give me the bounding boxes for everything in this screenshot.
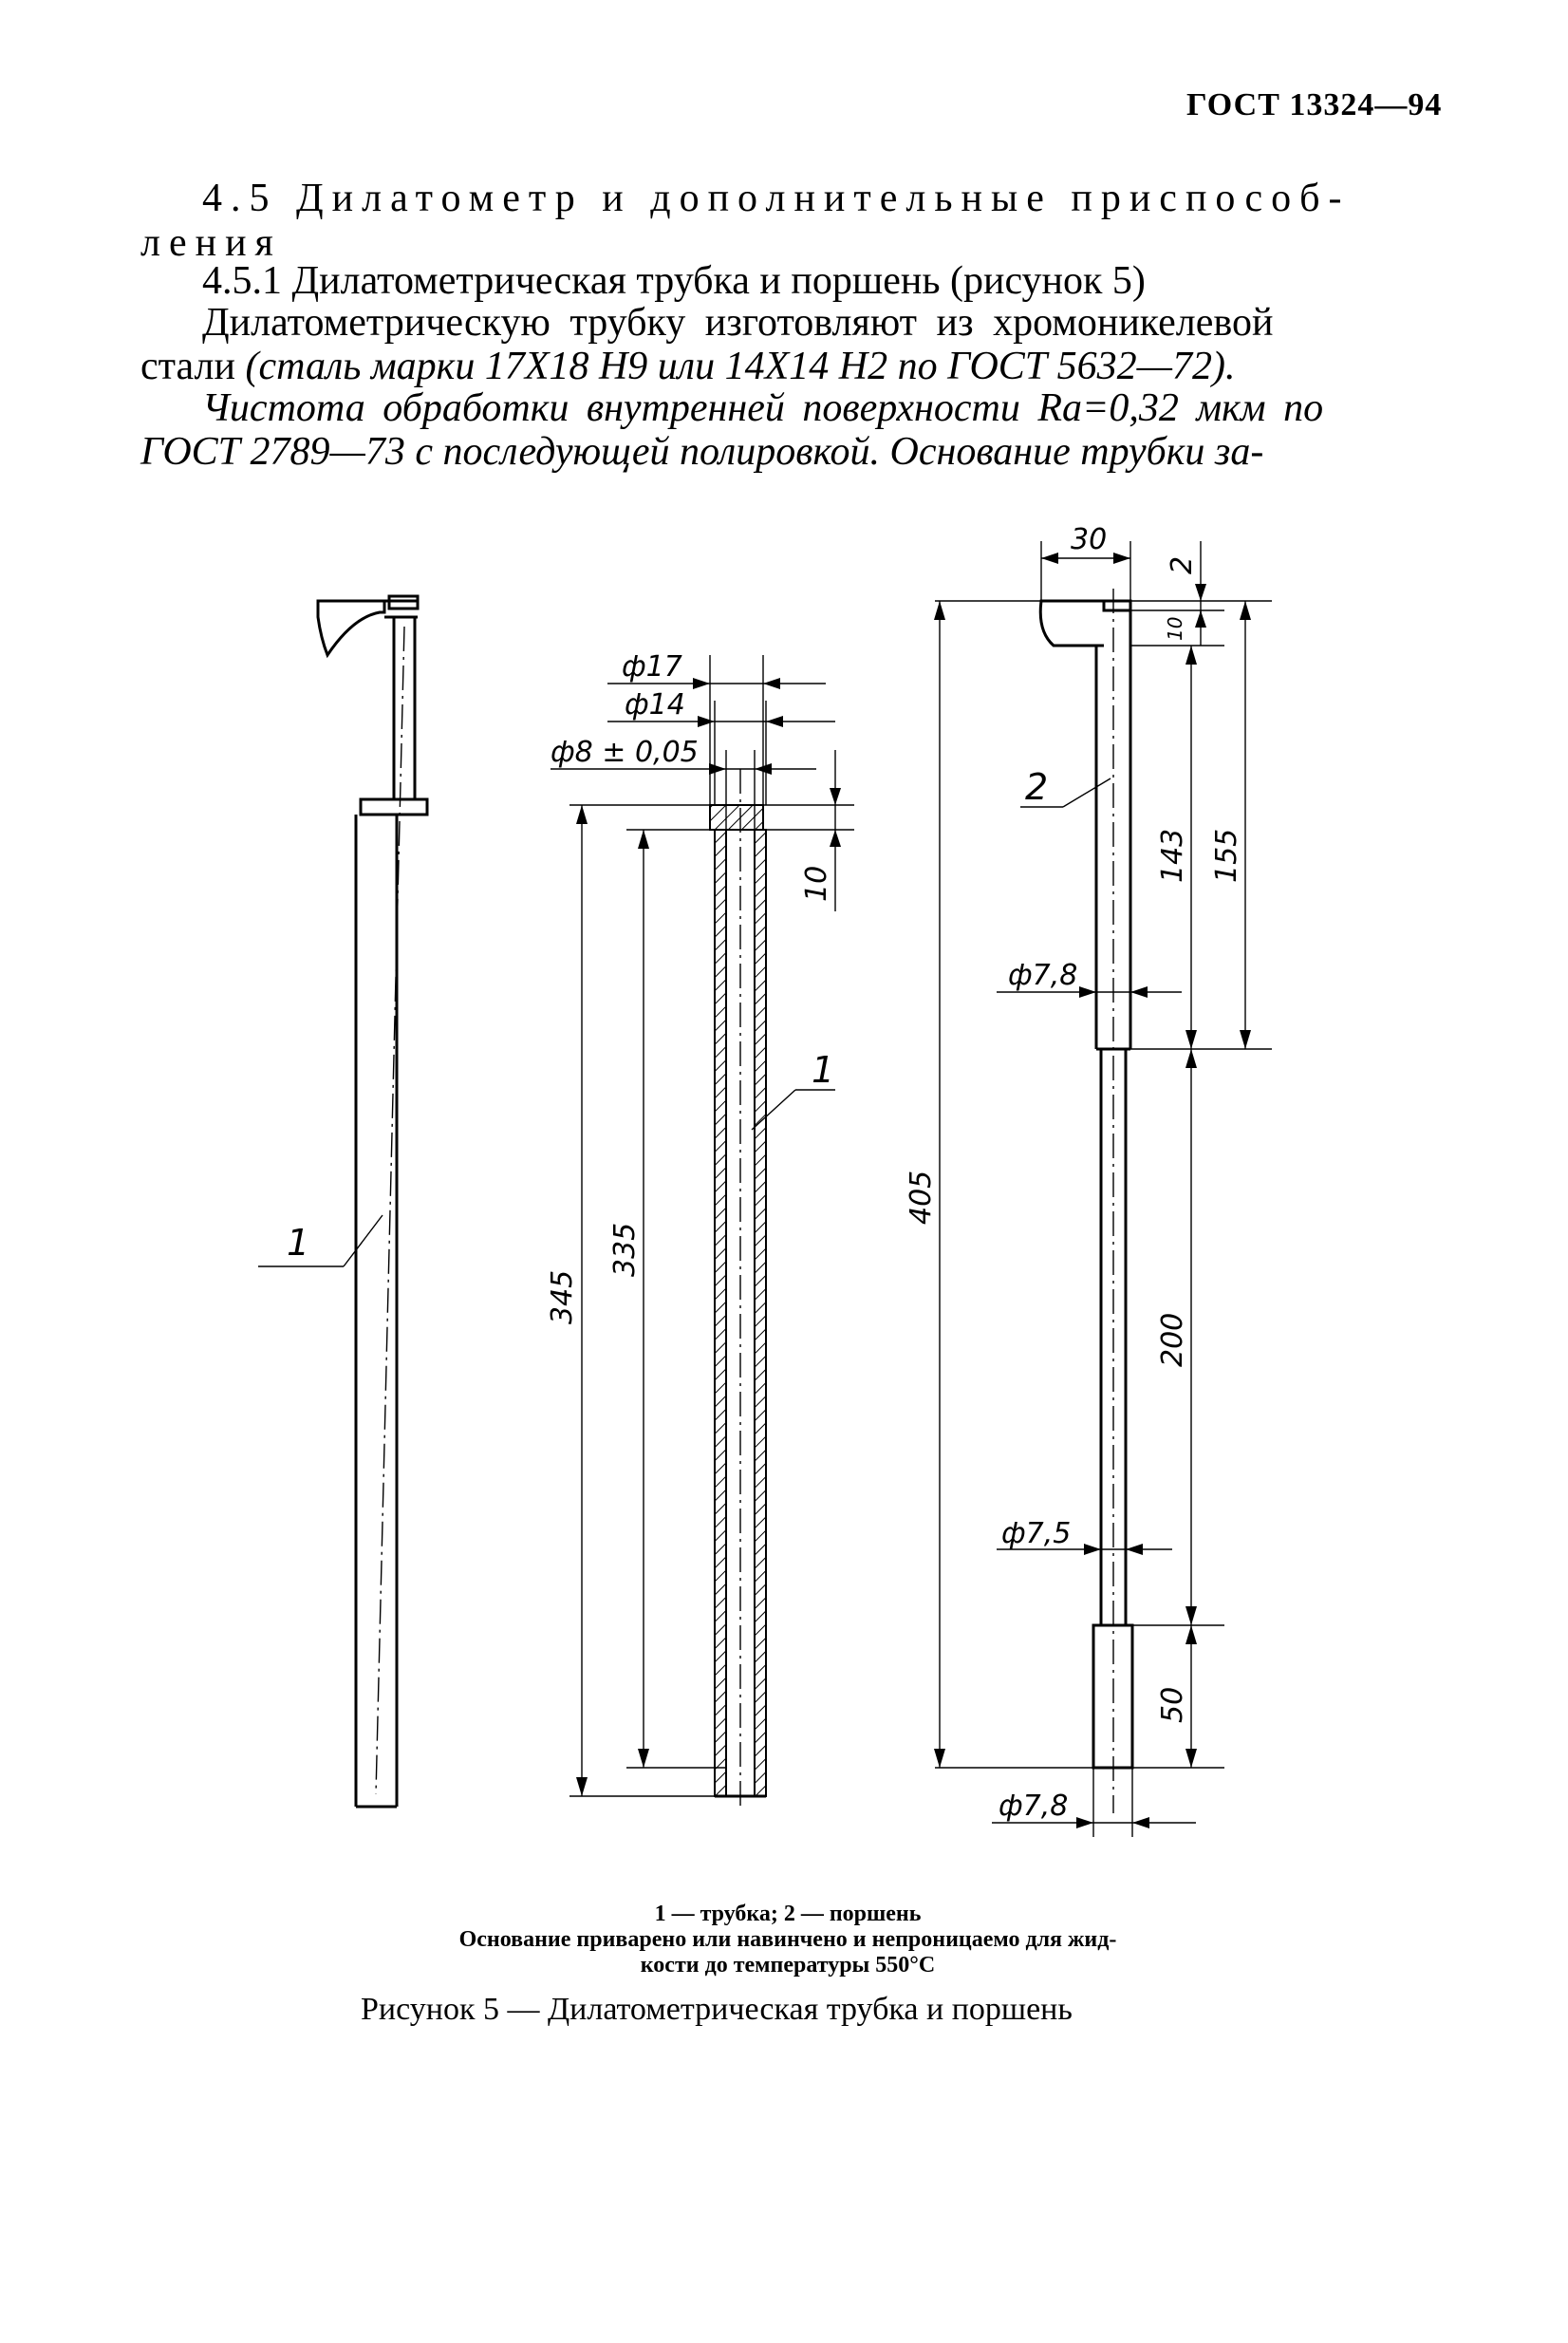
dim-h155: 155 (1210, 828, 1243, 883)
section-title-line1: 4.5 Дилатометр и дополнительные приспособ- (202, 177, 1351, 220)
subsection-title: 4.5.1 Дилатометрическая трубка и поршень (рисунок 5) (202, 259, 1146, 303)
standard-number: ГОСТ 13324—94 (1186, 87, 1443, 122)
paragraph2-line1: Чистота обработки внутренней поверхности Ra=0,32 мкм по (202, 386, 1324, 430)
dim-h2: 2 (1166, 555, 1199, 574)
dim-d78-bottom: ф7,8 (999, 1790, 1069, 1823)
dim-d75: ф7,5 (1001, 1517, 1072, 1550)
paragraph1-line1: Дилатометрическую трубку изготовляют из хромоникелевой (202, 301, 1274, 345)
paragraph1-line2-plain: стали (140, 345, 246, 388)
caption-legend-line3: кости до температуры 550°С (640, 1953, 936, 1977)
dim-w30: 30 (1071, 523, 1108, 556)
dim-h335: 335 (608, 1222, 642, 1277)
dim-h405: 405 (905, 1170, 938, 1225)
callout-1-section: 1 (812, 1049, 835, 1091)
dim-h50: 50 (1156, 1686, 1189, 1723)
section-title-line2: ления (140, 221, 282, 265)
dim-d8: ф8 ± 0,05 (551, 736, 699, 769)
piston-view (934, 541, 1272, 1837)
caption-legend-line2: Основание приварено или навинчено и непроницаемо для жид- (458, 1927, 1117, 1952)
dim-d78-top: ф7,8 (1008, 959, 1078, 992)
dim-d17: ф17 (622, 650, 682, 684)
tube-section-view (551, 655, 854, 1809)
callout-2-piston: 2 (1025, 766, 1049, 808)
dim-h10-tube: 10 (800, 865, 833, 902)
dim-h345: 345 (546, 1269, 579, 1324)
caption-legend-line1: 1 — трубка; 2 — поршень (654, 1902, 922, 1926)
figure-caption-title: Рисунок 5 — Дилатометрическая трубка и поршень (361, 1992, 1073, 2027)
dim-h10-piston: 10 (1164, 616, 1186, 641)
paragraph2-line2: ГОСТ 2789—73 с последующей полировкой. Основание трубки за- (140, 430, 1264, 474)
callout-1-tube: 1 (287, 1222, 310, 1264)
dim-h143: 143 (1156, 828, 1189, 883)
dim-d14: ф14 (625, 688, 685, 722)
dim-h200: 200 (1156, 1312, 1189, 1367)
tube-assembly-view (258, 596, 427, 1807)
paragraph1-line2-italic: (сталь марки 17Х18 Н9 или 14Х14 Н2 по ГОСТ 5632—72). (245, 345, 1236, 388)
